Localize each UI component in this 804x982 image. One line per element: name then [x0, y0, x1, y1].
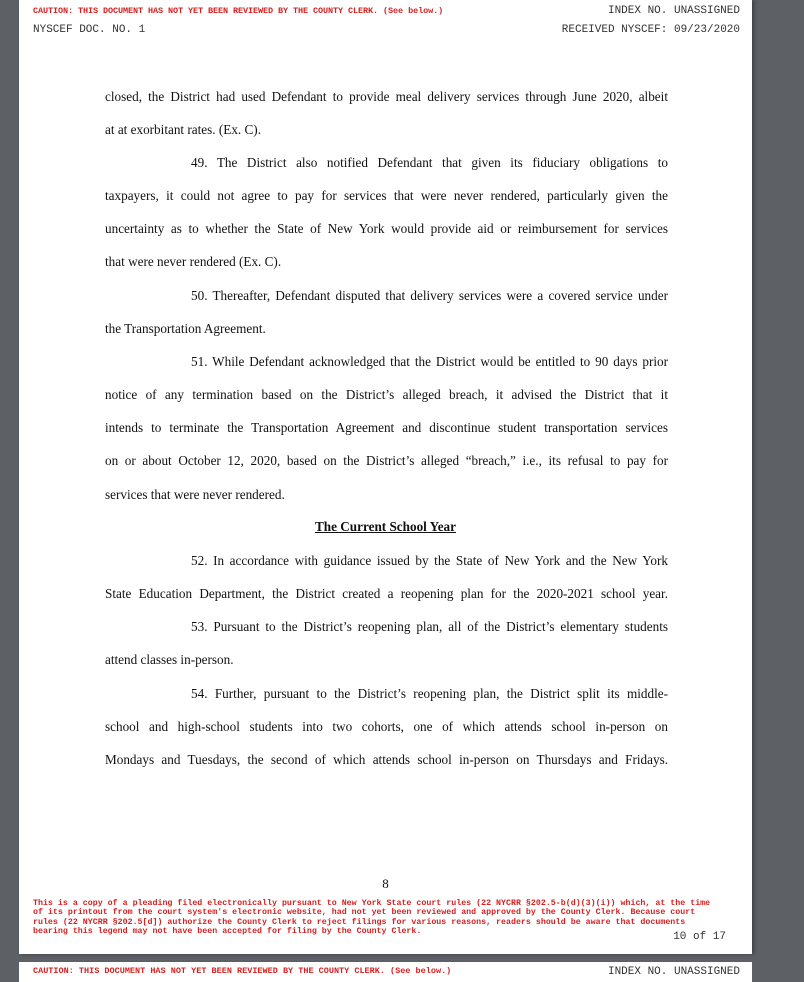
text-line: the Transportation Agreement.: [105, 321, 266, 336]
text-line: closed, the District had used Defendant to provide meal delivery services through June 2020, albeit: [105, 89, 668, 104]
text-line: taxpayers, it could not agree to pay for services that were never rendered, particularly given the: [105, 188, 668, 203]
doc-number: NYSCEF DOC. NO. 1: [33, 24, 146, 36]
paragraph-52-start: 52. In accordance with guidance issued by the State of New York and the New York: [191, 553, 668, 568]
caution-banner: CAUTION: THIS DOCUMENT HAS NOT YET BEEN REVIEWED BY THE COUNTY CLERK. (See below.): [33, 6, 444, 16]
text-line: school and high-school students into two cohorts, one of which attends school in-person on: [105, 719, 668, 734]
footer-legend: This is a copy of a pleading filed electronically pursuant to New York State court rules (22 NYCRR §202.5-b(d)(3)(i)) which, at the time of its printout from the court system's electronic website, had not yet been reviewed and approved by the County Clerk. Because court rules (22 NYCRR §202.5[d]) authorize the County Clerk to reject filings for various reasons, readers should be aware that documents bearing this legend may not have been accepted for filing by the County Clerk.: [33, 899, 711, 937]
paragraph-54-start: 54. Further, pursuant to the District’s reopening plan, the District split its middle-: [191, 686, 668, 701]
text-line: uncertainty as to whether the State of New York would provide aid or reimbursement for services: [105, 221, 668, 236]
text-line: on or about October 12, 2020, based on the District’s alleged “breach,” i.e., its refusal to pay for: [105, 453, 668, 468]
section-heading: The Current School Year: [314, 519, 457, 534]
next-index-number: INDEX NO. UNASSIGNED: [607, 966, 740, 978]
text-line: State Education Department, the District created a reopening plan for the 2020-2021 school year.: [105, 586, 668, 601]
text-line: at at exorbitant rates. (Ex. C).: [105, 122, 261, 137]
paragraph-49-start: 49. The District also notified Defendant that given its fiduciary obligations to: [191, 155, 668, 170]
next-caution-banner: CAUTION: THIS DOCUMENT HAS NOT YET BEEN REVIEWED BY THE COUNTY CLERK. (See below.): [33, 966, 452, 976]
page-number: 8: [382, 876, 389, 891]
paragraph-53-start: 53. Pursuant to the District’s reopening plan, all of the District’s elementary students: [191, 619, 668, 634]
paragraph-50-start: 50. Thereafter, Defendant disputed that delivery services were a covered service under: [191, 288, 668, 303]
text-line: intends to terminate the Transportation Agreement and discontinue student transportation services: [105, 420, 668, 435]
document-page: [19, 0, 752, 954]
text-line: Mondays and Tuesdays, the second of which attends school in-person on Thursdays and Fridays.: [105, 752, 668, 767]
text-line: attend classes in-person.: [105, 652, 234, 667]
text-line: notice of any termination based on the District’s alleged breach, it advised the District that it: [105, 387, 668, 402]
index-number: INDEX NO. UNASSIGNED: [607, 5, 740, 17]
next-document-page: [19, 962, 752, 982]
text-line: services that were never rendered.: [105, 487, 285, 502]
paragraph-51-start: 51. While Defendant acknowledged that the District would be entitled to 90 days prior: [191, 354, 668, 369]
page-of-count: 10 of 17: [673, 931, 726, 943]
text-line: that were never rendered (Ex. C).: [105, 254, 282, 269]
received-date: RECEIVED NYSCEF: 09/23/2020: [561, 24, 740, 36]
